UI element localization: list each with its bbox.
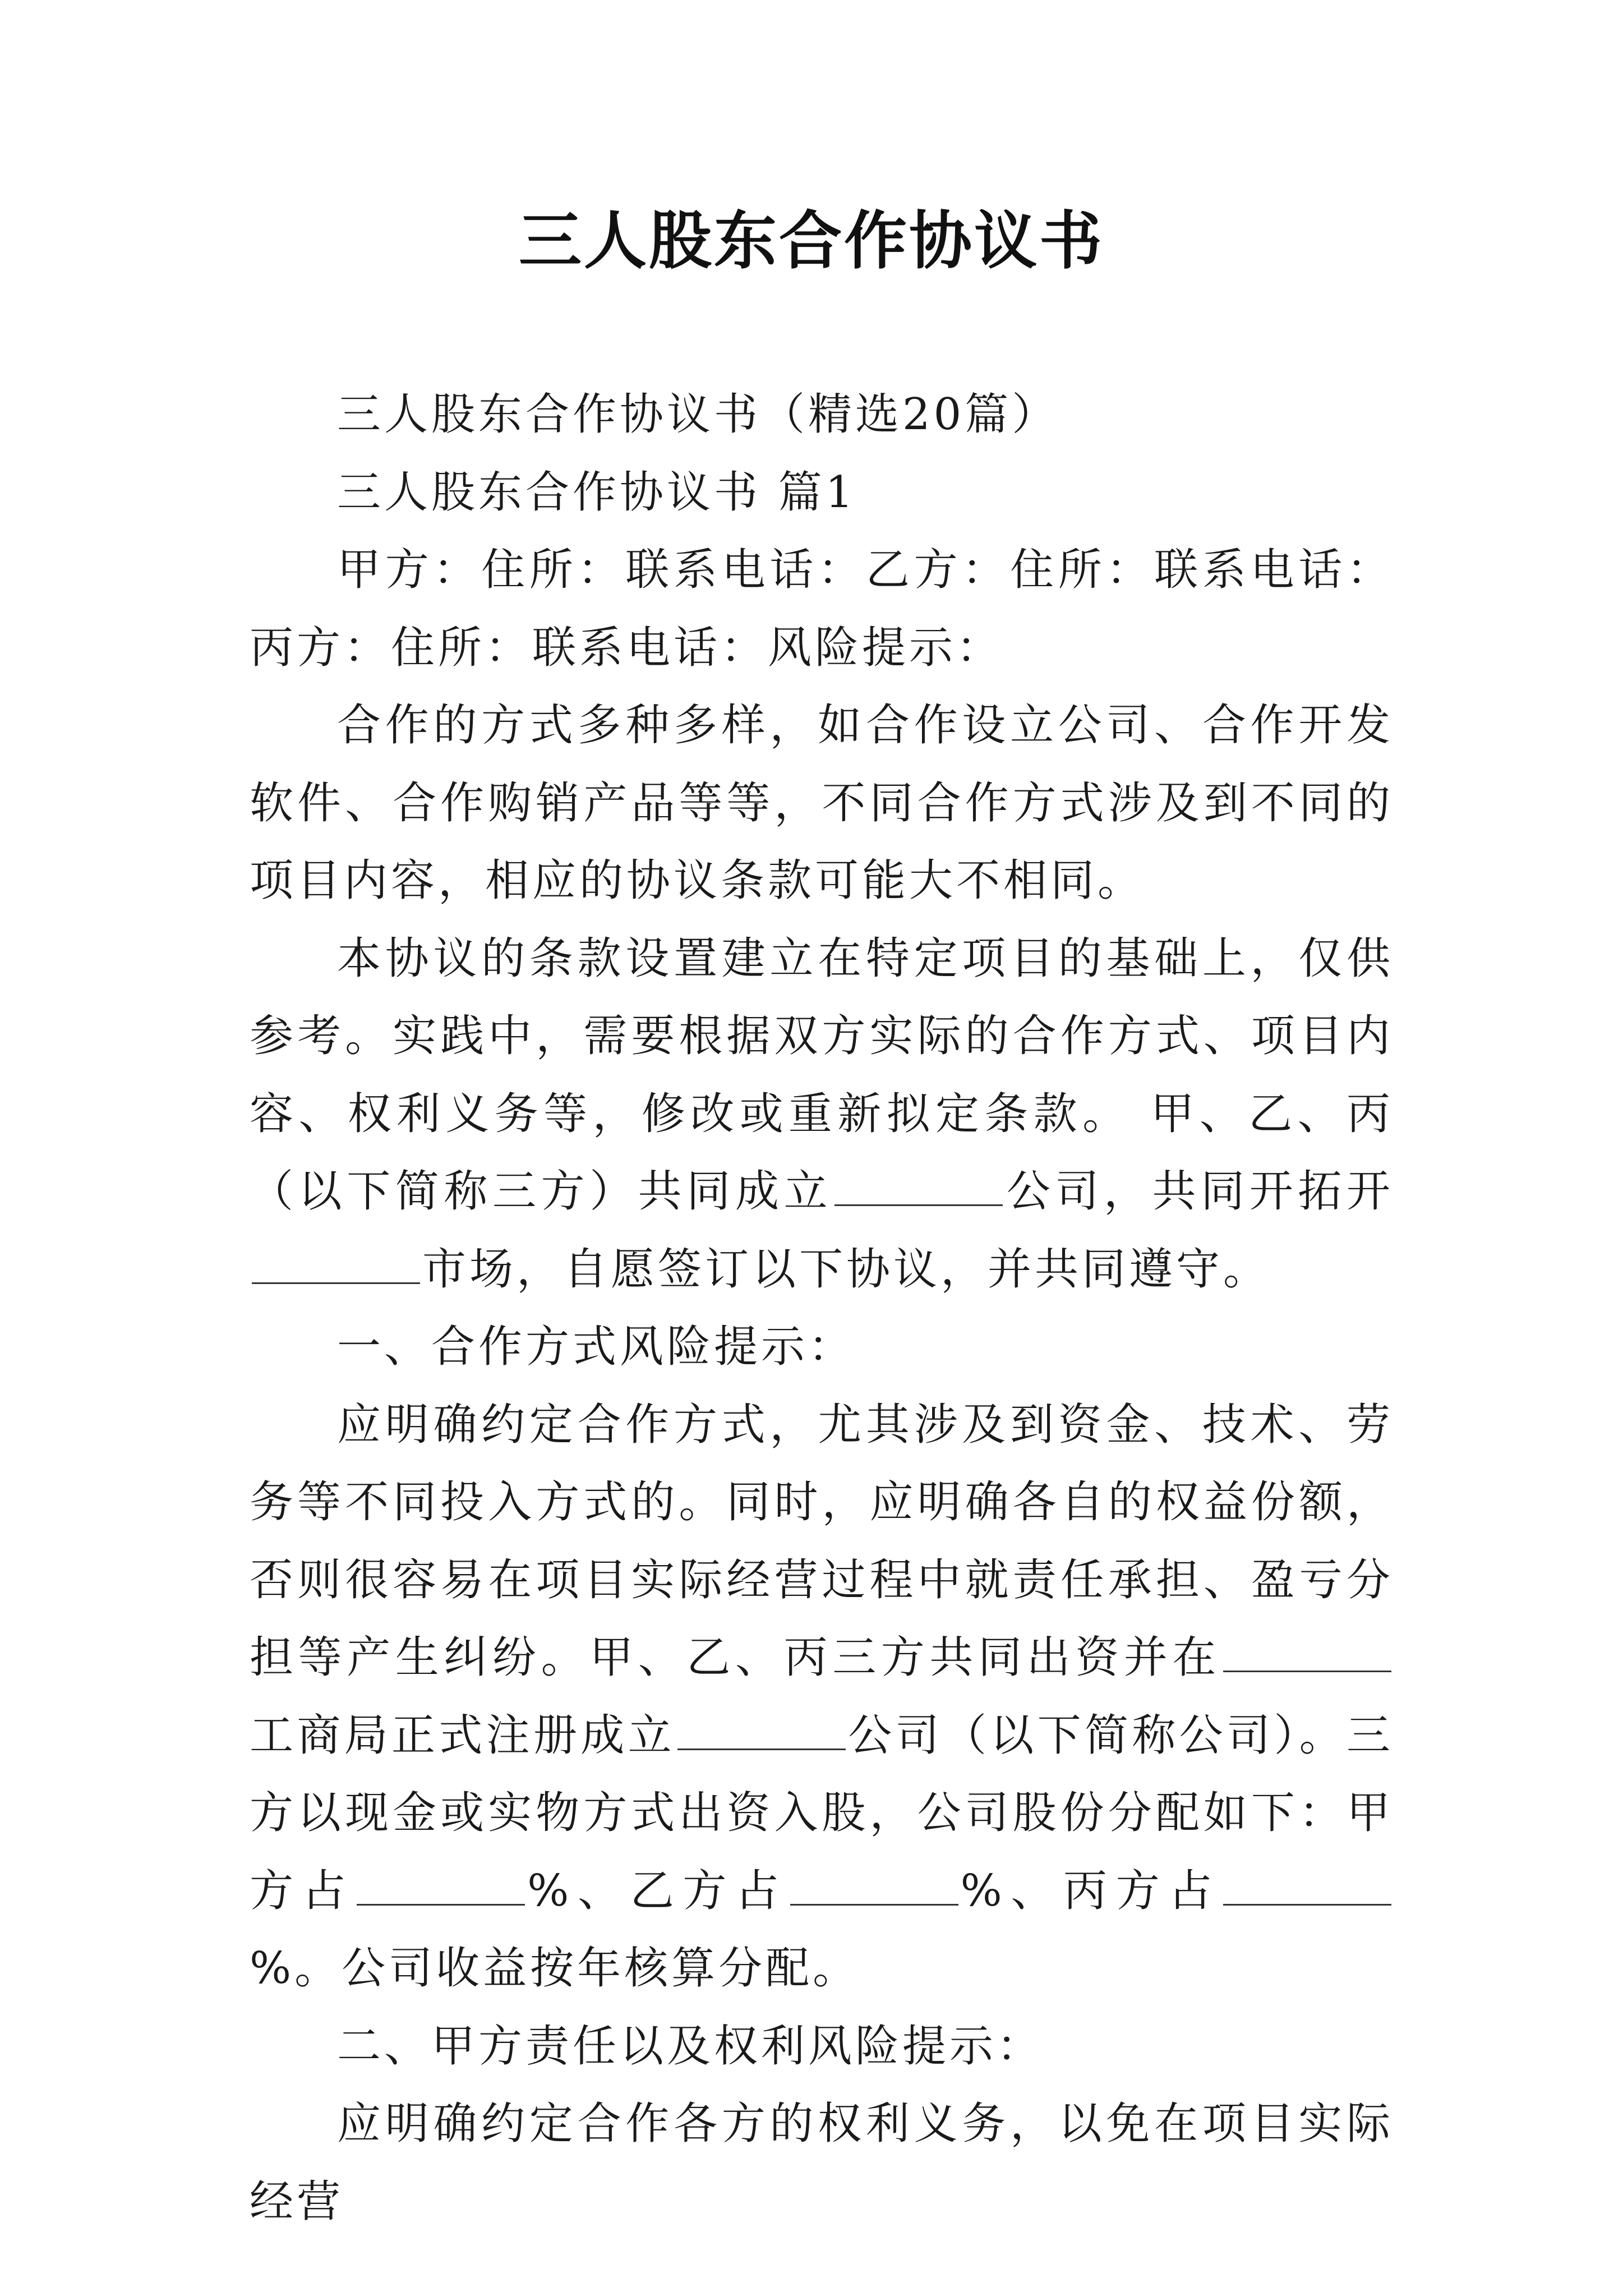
fill-in-blank [677,1709,846,1750]
paragraph-text: %、丙方占 [960,1865,1221,1916]
paragraph-text: %。公司收益按年核算分配。 [250,1943,860,1994]
heading-party-a-rights: 二、甲方责任以及权利风险提示： [337,2021,1044,2072]
paragraph-cooperation-modes: 合作的方式多种多样，如合作设立公司、合作开发软件、合作购销产品等等，不同合作方式涉及到不同的项目内容，相应的协议条款可能大不相同。 [250,700,1394,906]
section-heading: 三人股东合作协议书 篇1 [337,467,857,518]
paragraph-reference [250,920,1394,1309]
paragraph-text: 本协议的条款设置建立在特定项目的基础上，仅供参考。实践中，需要根据双方实际的合作方式、项目内容、权利义务等，修改或重新拟定条款。 甲、乙、丙（以下简称三方）共同成立 [250,933,1394,1217]
fill-in-blank [1223,1631,1391,1672]
subtitle: 三人股东合作协议书（精选20篇） [337,389,1059,440]
paragraph-text: 市场，自愿签订以下协议，并共同遵守。 [422,1244,1271,1295]
paragraph-text: 工商局正式注册成立 [250,1710,675,1761]
document-body [250,376,1394,2240]
fill-in-blank [790,1865,958,1906]
paragraph-text: %、乙方占 [527,1865,788,1916]
document-title: 三人股东合作协议书 [519,204,1104,278]
fill-in-blank [252,1243,420,1284]
paragraph-text: 公司（以下简称公司）。三方以现金或实物方式出资入股，公司股份分配如下：甲方占 [250,1710,1394,1916]
parties-line: 甲方：住所：联系电话：乙方：住所：联系电话：丙方：住所：联系电话：风险提示： [250,545,1394,673]
fill-in-blank [1223,1865,1391,1906]
heading-cooperation-risk: 一、合作方式风险提示： [337,1322,856,1372]
paragraph-cooperation-risk [250,1386,1394,2008]
paragraph-text: 应明确约定合作方式，尤其涉及到资金、技术、劳务等不同投入方式的。同时，应明确各自的权益份额，否则很容易在项目实际经营过程中就责任承担、盈亏分担等产生纠纷。甲、乙、丙三方共同出资并在 [250,1399,1394,1683]
paragraph-party-a-rights: 应明确约定合作各方的权利义务，以免在项目实际经营 [250,2099,1394,2227]
fill-in-blank [357,1865,525,1906]
fill-in-blank [834,1165,1003,1206]
paragraph-text: 公司，共同开拓开 [1005,1166,1394,1217]
